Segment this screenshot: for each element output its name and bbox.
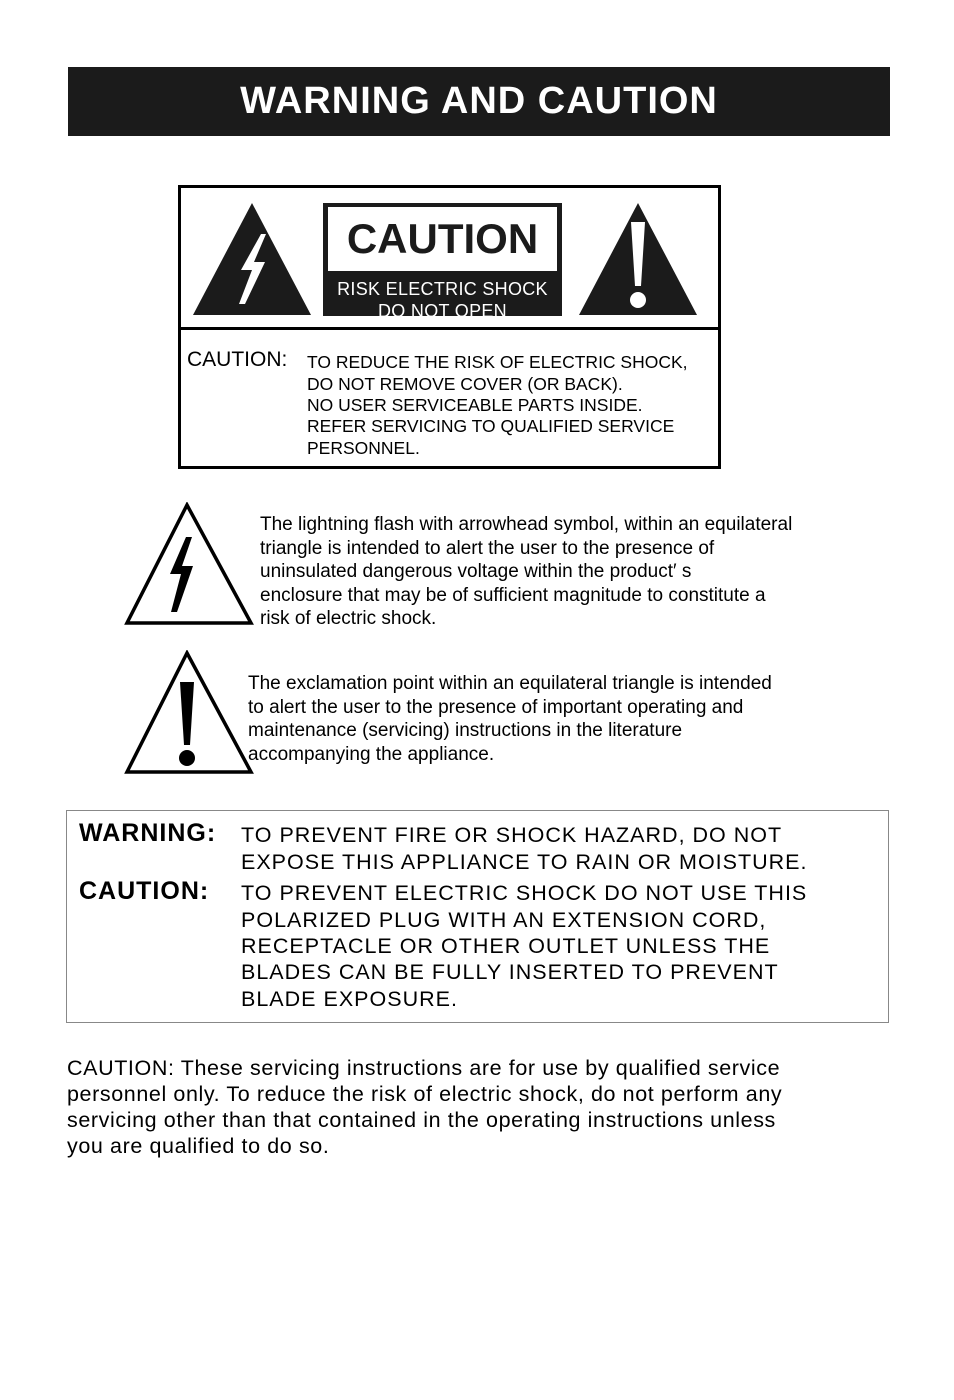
caution-label [178,185,721,469]
plate-text-risk: RISK ELECTRIC SHOCK [337,279,548,299]
caution-line: TO PREVENT ELECTRIC SHOCK DO NOT USE THIS [241,881,808,905]
caution-label-heading: CAUTION: [79,877,210,905]
warning-line: EXPOSE THIS APPLIANCE TO RAIN OR MOISTURE. [241,850,808,874]
label-line: TO REDUCE THE RISK OF ELECTRIC SHOCK, [307,352,688,372]
warning-line: TO PREVENT FIRE OR SHOCK HAZARD, DO NOT [241,823,783,847]
paragraph-line: personnel only. To reduce the risk of electric shock, do not perform any [67,1082,783,1106]
description-line: The exclamation point within an equilateral triangle is intended [248,673,772,694]
header-bar [68,67,890,136]
caution-word: CAUTION [327,206,558,272]
caution-line: BLADE EXPOSURE. [241,987,458,1011]
exclamation-description [248,672,772,766]
lightning-outline-triangle-icon [124,502,254,626]
exclamation-outline-triangle-icon [124,650,254,775]
paragraph-line: CAUTION: These servicing instructions are for use by qualified service [67,1056,781,1080]
description-line: maintenance (servicing) instructions in the literature [248,720,683,741]
paragraph-line: servicing other than that contained in the operating instructions unless [67,1108,776,1132]
paragraph-line: you are qualified to do so. [67,1134,330,1158]
caution-line: BLADES CAN BE FULLY INSERTED TO PREVENT [241,960,779,984]
caution-line: POLARIZED PLUG WITH AN EXTENSION CORD, [241,908,767,932]
lightning-description [260,513,792,631]
caution-plate [323,203,562,321]
description-line: enclosure that may be of sufficient magnitude to constitute a [260,584,766,606]
plate-text-do-not-open: DO NOT OPEN [378,301,507,321]
warning-box [66,810,889,1023]
page-title: WARNING AND CAUTION [240,80,718,122]
description-line: The lightning flash with arrowhead symbol, within an equilateral [260,514,793,535]
description-line: to alert the user to the presence of important operating and [248,696,744,718]
description-line: uninsulated dangerous voltage within the product′ s [260,561,692,582]
description-line: triangle is intended to alert the user to the presence of [260,537,715,559]
exclamation-triangle-icon [577,200,699,318]
label-line: PERSONNEL. [307,438,420,458]
label-line: DO NOT REMOVE COVER (OR BACK). [307,374,623,394]
description-line: accompanying the appliance. [248,743,495,765]
caution-line: RECEPTACLE OR OTHER OUTLET UNLESS THE [241,934,771,958]
warning-label: WARNING: [79,819,217,847]
lightning-triangle-icon [191,200,313,318]
label-divider [181,327,718,330]
label-line: NO USER SERVICEABLE PARTS INSIDE. [307,395,643,415]
servicing-caution-paragraph [67,1055,782,1159]
label-line: REFER SERVICING TO QUALIFIED SERVICE [307,416,675,436]
description-line: risk of electric shock. [260,608,437,629]
label-caution-prefix: CAUTION: [187,348,288,371]
